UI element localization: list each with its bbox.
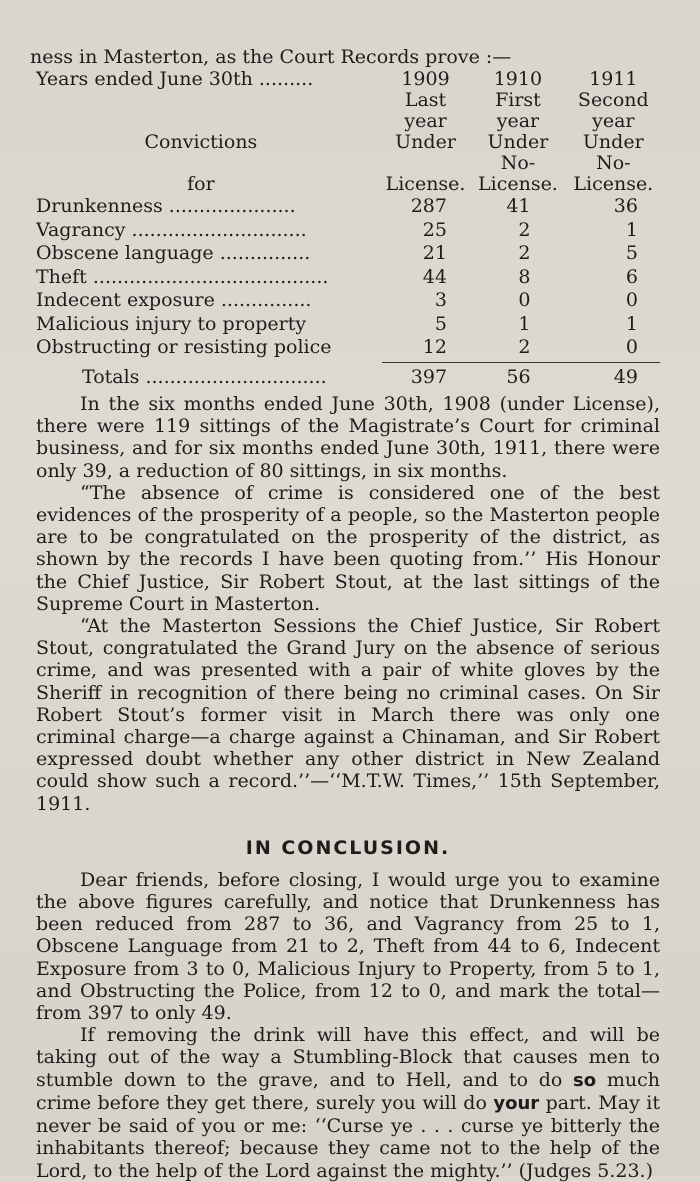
table-row (36, 313, 660, 337)
row-value-1910: 2 (518, 336, 531, 358)
appeal-text-c: part. May it never be said of you or me: ‘‘Curse ye . . . curse ye bitterly the inhabitants thereof; because they came not to the help of the Lord, to the help of the Lord against the mighty.’’ (Judges 5.23.) (36, 1091, 660, 1182)
rule-1911 (567, 362, 660, 364)
row-value-1910: 41 (506, 195, 531, 217)
row-value-1910: 0 (518, 289, 531, 311)
year-1911: 1911 (589, 68, 638, 90)
row-value-1909: 287 (410, 195, 447, 217)
table-row (36, 242, 660, 266)
status1-1909: Under (395, 131, 456, 153)
row-value-1911: 0 (625, 289, 638, 311)
row-value-1909: 25 (422, 218, 447, 241)
row-label: Obscene language ............... (36, 242, 311, 264)
section-heading: IN CONCLUSION. (245, 836, 451, 859)
row-label: Malicious injury to property (36, 312, 307, 335)
table-row (36, 195, 660, 219)
row-value-1909: 3 (434, 289, 447, 311)
status2-1910: License. (478, 173, 558, 195)
appeal-text-a: If removing the drink will have this effect, and will be taking out of the way a Stumbling-Block that causes men to stumble down to the grave, and to Hell, and to do (36, 1024, 660, 1091)
row-value-1909: 21 (422, 242, 447, 264)
total-1911: 49 (613, 365, 638, 388)
year-word-1909: year (404, 110, 447, 132)
appeal-text-b: much crime before they get there, surely you will do (36, 1068, 660, 1114)
row-value-1911: 1 (625, 312, 638, 335)
table-row (36, 266, 660, 290)
status1-1910: Under No- (487, 131, 549, 174)
for-label: for (187, 173, 215, 195)
year-1910: 1910 (493, 68, 543, 90)
totals-rule (36, 360, 660, 364)
status2-1911: License. (573, 173, 654, 195)
ordinal-row (36, 90, 660, 111)
row-value-1909: 12 (422, 336, 447, 358)
row-value-1911: 5 (625, 242, 638, 264)
status-row-2 (36, 174, 660, 195)
row-value-1911: 36 (613, 195, 638, 217)
total-1910: 56 (506, 365, 531, 388)
row-value-1909: 44 (422, 265, 447, 288)
convictions-table (36, 195, 660, 389)
status-row-1 (36, 132, 660, 174)
ordinal-1911: Second (577, 89, 649, 111)
row-value-1909: 5 (434, 312, 447, 335)
total-1909: 397 (410, 365, 448, 388)
year-word-1911: year (592, 110, 635, 132)
paragraph-sittings: In the six months ended June 30th, 1908 (under License), there were 119 sittings of the Magistrate’s Court for criminal business, and for six months ended June 30th, 1911, there were only 39, a reduction of 80 sittings, in six months. (36, 393, 660, 482)
paragraph-masterton-sessions: “At the Masterton Sessions the Chief Justice, Sir Robert Stout, congratulated the Grand Jury on the absence of serious crime, and was presented with a pair of white gloves by the Sheriff in recognition of there being no criminal cases. On Sir Robert Stout’s former visit in March there was only one criminal charge—a charge against a Chinaman, and Sir Robert expressed doubt whether any other district in New Zealand could show such a record.’’—‘‘M.T.W. Times,’’ 15th September, 1911. (36, 615, 660, 815)
row-value-1910: 2 (518, 218, 531, 241)
rule-1909 (382, 362, 469, 364)
paragraph-appeal (36, 1024, 660, 1181)
status1-1911: Under No- (582, 131, 644, 174)
row-value-1911: 6 (625, 265, 638, 288)
row-value-1911: 1 (625, 218, 638, 241)
row-label: Theft ....................................... (36, 265, 329, 288)
year-word-1910: year (496, 110, 540, 132)
table-row (36, 336, 660, 360)
row-label: Vagrancy ............................. (36, 218, 307, 241)
row-value-1910: 8 (518, 265, 531, 288)
ordinal-1909: Last (404, 89, 447, 111)
totals-row (36, 366, 660, 390)
rule-1910 (469, 362, 566, 364)
appeal-emphasis-your: your (493, 1092, 540, 1114)
years-header-row (36, 69, 660, 90)
totals-label: Totals .............................. (82, 365, 327, 388)
ordinal-1910: First (495, 89, 541, 111)
table-row (36, 289, 660, 313)
row-value-1910: 2 (518, 242, 531, 264)
convictions-label: Convictions (144, 131, 258, 153)
row-label: Drunkenness ..................... (36, 195, 296, 217)
row-label: Obstructing or resisting police (36, 336, 332, 358)
years-label: Years ended June 30th ......... (36, 68, 314, 90)
year-1909: 1909 (401, 68, 450, 90)
row-value-1910: 1 (518, 312, 531, 335)
intro-line: ness in Masterton, as the Court Records prove :— (30, 46, 512, 68)
year-word-row (36, 111, 660, 132)
row-label: Indecent exposure ............... (36, 289, 312, 311)
status2-1909: License. (385, 173, 466, 195)
paragraph-conclusion: Dear friends, before closing, I would urge you to examine the above figures carefully, and notice that Drunkenness has been reduced from 287 to 36, and Vagrancy from 25 to 1, Obscene Language from 21 to 2, Theft from 44 to 6, Indecent Exposure from 3 to 0, Malicious Injury to Property, from 5 to 1, and Obstructing the Police, from 12 to 0, and mark the total—from 397 to only 49. (36, 868, 660, 1025)
table-row (36, 219, 660, 243)
appeal-emphasis-so: so (573, 1069, 597, 1091)
row-value-1911: 0 (625, 336, 638, 358)
paragraph-quote-chief-justice: “The absence of crime is considered one of the best evidences of the prosperity of a people, so the Masterton people are to be congratulated on the prosperity of the district, as shown by the records I have been quoting from.’’ His Honour the Chief Justice, Sir Robert Stout, at the last sittings of the Supreme Court in Masterton. (36, 481, 660, 615)
